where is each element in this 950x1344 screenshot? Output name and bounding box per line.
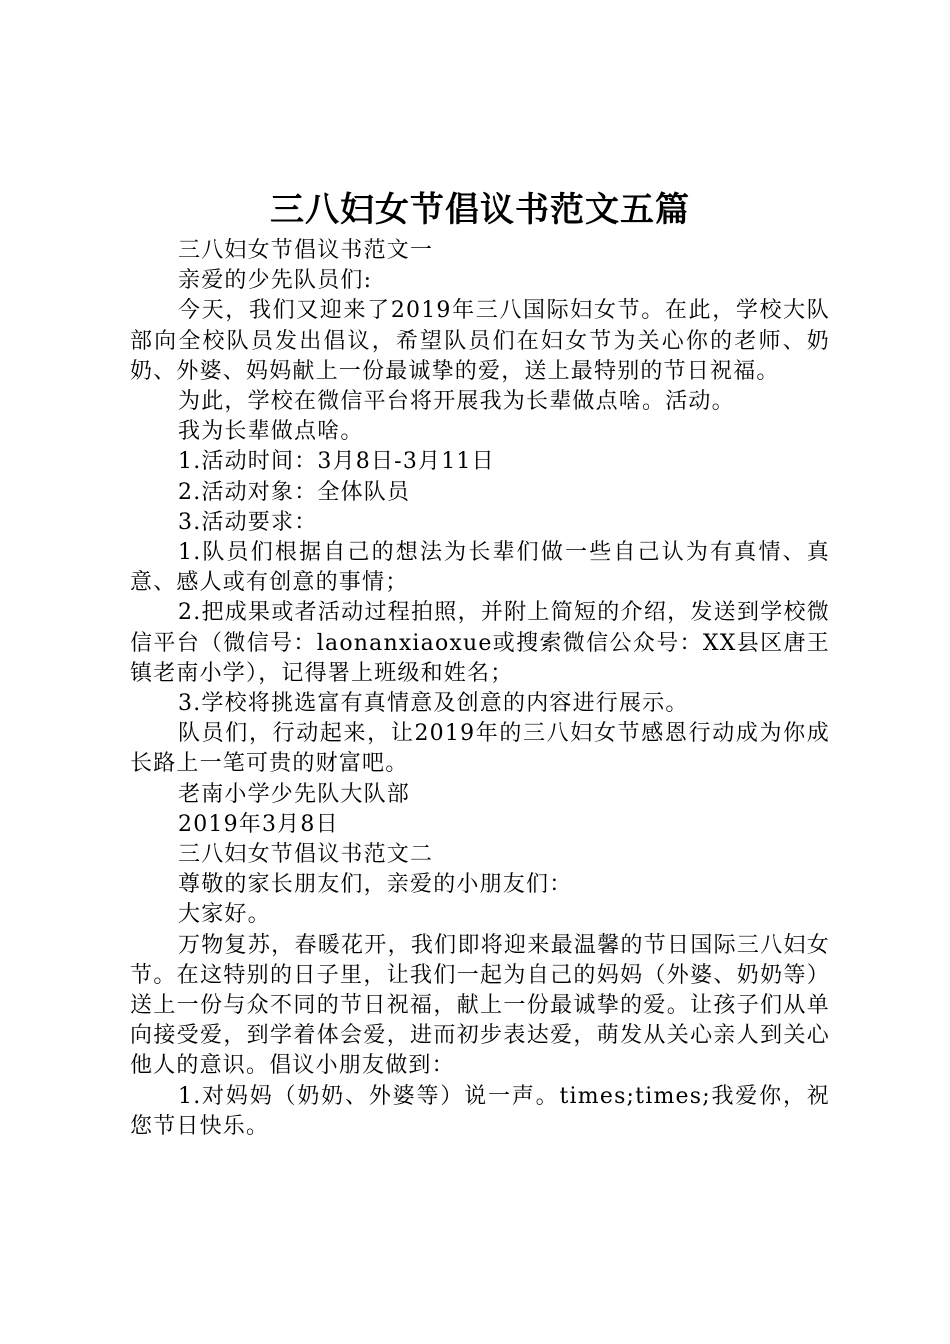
paragraph: 亲爱的少先队员们: — [178, 268, 373, 294]
paragraph: 1.对妈妈（奶奶、外婆等）说一声。times;times;我爱你，祝您节日快乐。 — [130, 1083, 830, 1139]
paragraph: 今天，我们又迎来了2019年三八国际妇女节。在此，学校大队部向全校队员发出倡议，希望队员们在妇女节为关心你的老师、奶奶、外婆、妈妈献上一份最诚挚的爱，送上最特别的节日祝福。 — [130, 298, 830, 384]
paragraph: 三八妇女节倡议书范文一 — [178, 238, 434, 263]
paragraph: 2.活动对象：全体队员 — [178, 479, 411, 505]
section-heading: 三八妇女节倡议书范文二 — [178, 842, 434, 868]
paragraph: 为此，学校在微信平台将开展我为长辈做点啥。活动。 — [178, 389, 735, 415]
paragraph: 1.活动时间：3月8日-3月11日 — [178, 449, 495, 475]
paragraph: 2.把成果或者活动过程拍照，并附上简短的介绍，发送到学校微信平台（微信号：laonanxiaoxue或搜索微信公众号：XX县区唐王镇老南小学），记得署上班级和姓名； — [130, 600, 830, 686]
paragraph: 万物复苏，春暖花开，我们即将迎来最温馨的节日国际三八妇女节。在这特别的日子里，让我们一起为自己的妈妈（外婆、奶奶等）送上一份与众不同的节日祝福，献上一份最诚挚的爱。让孩子们从单向接受爱，到学着体会爱，进而初步表达爱，萌发从关心亲人到关心他人的意识。倡议小朋友做到： — [130, 932, 830, 1079]
paragraph: 3.学校将挑选富有真情意及创意的内容进行展示。 — [178, 691, 689, 717]
document-title: 三八妇女节倡议书范文五篇 — [270, 190, 690, 230]
paragraph: 1.队员们根据自己的想法为长辈们做一些自己认为有真情、真意、感人或有创意的事情； — [130, 540, 830, 596]
document-body — [130, 236, 830, 1142]
paragraph: 队员们，行动起来，让2019年的三八妇女节感恩行动成为你成长路上一笔可贵的财富吧。 — [130, 721, 830, 777]
signature-organization: 老南小学少先队大队部 — [178, 781, 411, 807]
paragraph: 3.活动要求： — [178, 509, 318, 535]
signature-date: 2019年3月8日 — [178, 811, 339, 837]
paragraph: 大家好。 — [178, 902, 271, 928]
paragraph: 我为长辈做点啥。 — [178, 419, 364, 445]
paragraph: 尊敬的家长朋友们，亲爱的小朋友们： — [178, 872, 573, 898]
